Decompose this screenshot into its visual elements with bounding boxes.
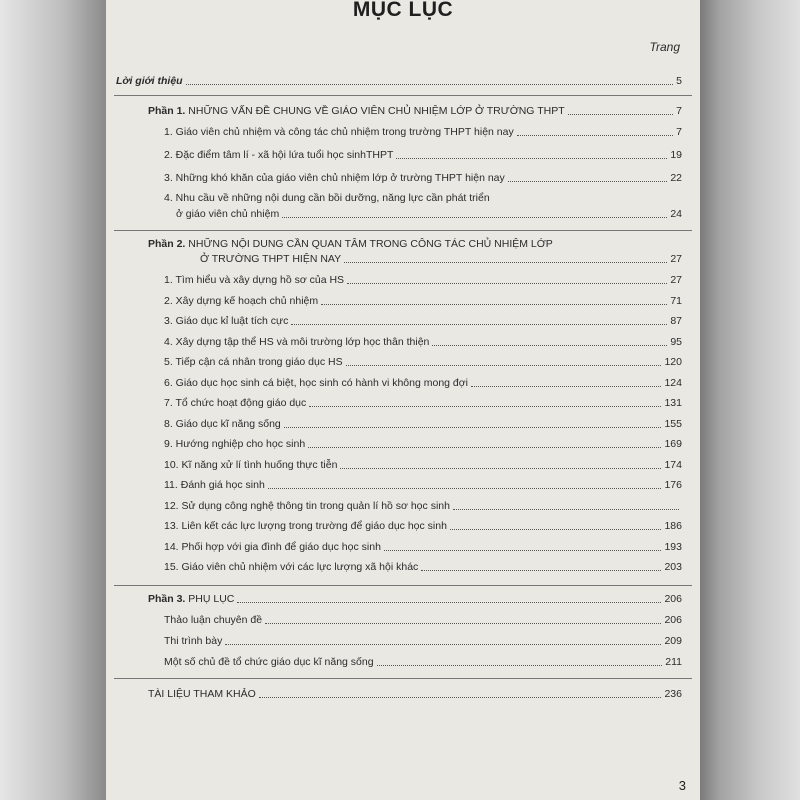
part3-page: 206 (664, 593, 682, 605)
part2-title-line1: NHỮNG NỘI DUNG CẦN QUAN TÂM TRONG CÔNG TÁC CHỦ NHIỆM LỚP (188, 238, 553, 250)
divider (114, 585, 692, 586)
toc-references (148, 688, 682, 701)
part3-prefix: Phần 3. (148, 593, 186, 605)
toc-entry (164, 635, 682, 648)
toc-entry-page: 71 (670, 294, 682, 307)
dot-leader (471, 386, 661, 387)
dot-leader (309, 406, 661, 407)
toc-entry (164, 479, 682, 492)
toc-entry-label: 5. Tiếp cận cá nhân trong giáo dục HS (164, 356, 343, 368)
references-label: TÀI LIỆU THAM KHẢO (148, 688, 256, 700)
dot-leader (450, 529, 662, 530)
toc-entry-label: Thảo luận chuyên đề (164, 614, 263, 626)
toc-entry (164, 500, 682, 513)
toc-entry-label: 14. Phối hợp với gia đình để giáo dục học sinh (164, 540, 381, 553)
toc-entry (164, 295, 682, 308)
divider (114, 230, 692, 231)
dot-leader (568, 114, 674, 115)
part2-page: 27 (670, 253, 682, 265)
dot-leader (186, 84, 674, 85)
dot-leader (268, 488, 662, 489)
toc-entry-page: 124 (664, 376, 682, 389)
toc-entry-page: 120 (664, 356, 682, 368)
toc-entry-page: 186 (664, 520, 682, 532)
part2-prefix: Phần 2. (148, 238, 186, 250)
toc-entry-label: 8. Giáo dục kĩ năng sống (164, 417, 281, 430)
part1-item4-line2: ở giáo viên chủ nhiệm (176, 208, 280, 220)
toc-entry-page: 19 (670, 149, 682, 161)
toc-entry-page: 22 (670, 172, 682, 184)
toc-entry-page: 176 (664, 479, 682, 491)
toc-entry-label: Một số chủ đề tổ chức giáo dục kĩ năng sống (164, 656, 374, 668)
toc-entry (164, 356, 682, 369)
toc-entry-label: 2. Xây dựng kế hoạch chủ nhiệm (164, 294, 319, 307)
toc-entry-page: 155 (664, 417, 682, 430)
dot-leader (308, 447, 661, 448)
toc-entry (164, 274, 682, 287)
dot-leader (344, 262, 667, 263)
toc-entry (164, 126, 682, 139)
toc-entry-page: 193 (664, 540, 682, 553)
toc-entry-page: 87 (670, 315, 682, 327)
toc-entry-page: 203 (664, 561, 682, 573)
dot-leader (237, 602, 661, 603)
dot-leader (377, 665, 663, 666)
dot-leader (346, 365, 662, 366)
dot-leader (282, 217, 667, 218)
toc-entry-page: 169 (664, 438, 682, 450)
toc-entry-label: 12. Sử dụng công nghệ thông tin trong quản lí hồ sơ học sinh (164, 499, 450, 512)
toc-entry-label: 15. Giáo viên chủ nhiệm với các lực lượng xã hội khác (164, 561, 419, 573)
toc-entry (164, 459, 682, 472)
toc-entry (164, 172, 682, 185)
toc-entry (164, 614, 682, 627)
toc-entry (164, 397, 682, 410)
toc-entry-page: 95 (670, 335, 682, 348)
part3-title: PHỤ LỤC (188, 593, 235, 605)
page-column-header: Trang (649, 40, 680, 54)
part2-title-line2: Ở TRƯỜNG THPT HIỆN NAY (200, 253, 342, 265)
toc-entry-label: 6. Giáo dục học sinh cá biệt, học sinh có hành vi không mong đợi (164, 376, 468, 389)
toc-intro-label: Lời giới thiệu (116, 75, 183, 87)
toc-entry (164, 377, 682, 390)
dot-leader (453, 509, 679, 510)
page-number: 3 (678, 778, 686, 793)
toc-entry (164, 561, 682, 574)
toc-entry-label: 11. Đánh giá học sinh (164, 479, 265, 491)
toc-entry (164, 315, 682, 328)
toc-entry-page: 211 (665, 656, 682, 668)
toc-entry-label: 7. Tổ chức hoạt động giáo dục (164, 397, 307, 409)
book-page (106, 0, 700, 800)
toc-entry (164, 541, 682, 554)
part1-item4-page: 24 (670, 208, 682, 220)
references-page: 236 (664, 688, 682, 700)
dot-leader (265, 623, 661, 624)
toc-entry-label: 3. Những khó khăn của giáo viên chủ nhiệm lớp ở trường THPT hiện nay (164, 172, 505, 184)
dot-leader (291, 324, 667, 325)
page-title: MỤC LỤC (352, 0, 454, 21)
toc-part3 (148, 593, 682, 606)
toc-entry-label: 3. Giáo dục kỉ luật tích cực (164, 315, 289, 327)
part1-page: 7 (676, 105, 682, 117)
toc-part1-item4 (176, 208, 682, 221)
toc-entry (164, 149, 682, 162)
toc-entry-label: 1. Giáo viên chủ nhiệm và công tác chủ nhiệm trong trường THPT hiện nay (164, 126, 514, 138)
toc-entry-page: 27 (670, 274, 682, 286)
toc-intro-page: 5 (676, 75, 682, 87)
toc-entry-label: 4. Xây dựng tập thể HS và môi trường lớp học thân thiện (164, 335, 430, 348)
dot-leader (396, 158, 667, 159)
toc-entry-page: 7 (676, 126, 682, 138)
dot-leader (517, 135, 673, 136)
toc-intro (116, 75, 682, 88)
toc-entry-label: 2. Đặc điểm tâm lí - xã hội lứa tuổi học sinhTHPT (164, 149, 394, 161)
page-gutter-right (700, 0, 800, 800)
part1-title: NHỮNG VẤN ĐỀ CHUNG VỀ GIÁO VIÊN CHỦ NHIỆM LỚP Ở TRƯỜNG THPT (188, 105, 565, 117)
toc-entry-label: 10. Kĩ năng xử lí tình huống thực tiễn (164, 458, 338, 471)
toc-entry (164, 438, 682, 451)
toc-entry-page: 209 (664, 635, 682, 647)
dot-leader (321, 304, 667, 305)
dot-leader (340, 468, 661, 469)
toc-entry-label: 9. Hướng nghiệp cho học sinh (164, 438, 306, 450)
dot-leader (284, 427, 662, 428)
toc-entry (164, 418, 682, 431)
part2-line1 (148, 238, 553, 251)
toc-entry-label: 13. Liên kết các lực lượng trong trường để giáo dục học sinh (164, 520, 447, 532)
toc-entry-label: Thi trình bày (164, 635, 223, 647)
toc-entry-page: 131 (664, 397, 682, 409)
toc-entry (164, 656, 682, 669)
toc-part1 (148, 105, 682, 118)
toc-entry (164, 520, 682, 533)
part1-item4-line1: 4. Nhu cầu về những nội dung cần bồi dưỡng, năng lực cần phát triển (164, 192, 490, 204)
dot-leader (421, 570, 661, 571)
dot-leader (432, 345, 667, 346)
toc-entry-label: 1. Tìm hiểu và xây dựng hồ sơ của HS (164, 274, 345, 286)
dot-leader (508, 181, 668, 182)
toc-entry-page: 174 (664, 458, 682, 471)
divider (114, 95, 692, 96)
dot-leader (384, 550, 662, 551)
dot-leader (225, 644, 661, 645)
dot-leader (259, 697, 662, 698)
toc-part2 (200, 253, 682, 266)
part1-prefix: Phần 1. (148, 105, 186, 117)
divider (114, 678, 692, 679)
toc-entry-page: 206 (664, 614, 682, 626)
page-gutter-left (0, 0, 106, 800)
dot-leader (347, 283, 667, 284)
toc-entry (164, 336, 682, 349)
